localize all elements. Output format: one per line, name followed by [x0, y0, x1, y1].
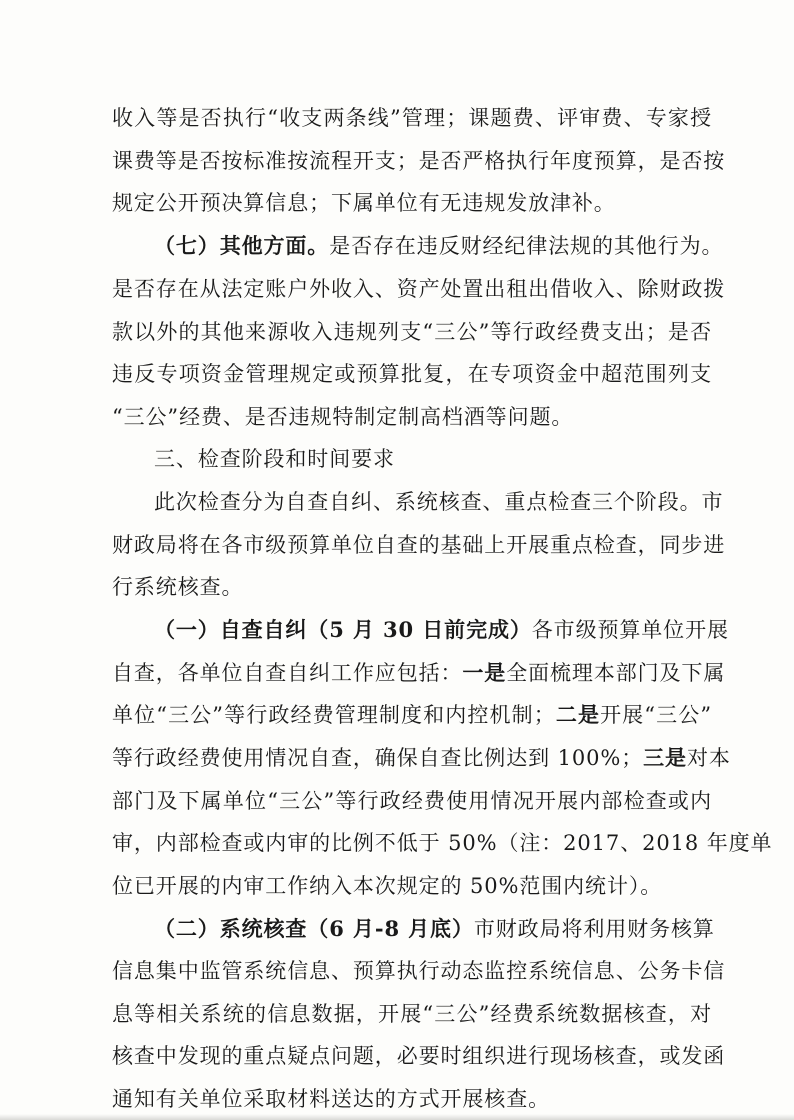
body-line: 审，内部检查或内审的比例不低于 50%（注：2017、2018 年度单: [112, 831, 773, 855]
section-heading: （七）其他方面。: [154, 233, 330, 258]
body-line: 此次检查分为自查自纠、系统核查、重点检查三个阶段。市: [154, 490, 724, 514]
chapter-heading: 三、检查阶段和时间要求: [154, 447, 395, 471]
section-heading-line: （七）其他方面。是否存在违反财经纪律法规的其他行为。: [154, 233, 724, 258]
body-line: 位已开展的内审工作纳入本次规定的 50%范围内统计）。: [112, 874, 663, 898]
body-line: 自查，各单位自查自纠工作应包括：一是全面梳理本部门及下属: [112, 660, 726, 685]
body-line: 单位“三公”等行政经费管理制度和内控机制；二是开展“三公”: [112, 702, 712, 727]
body-line: 核查中发现的重点疑点问题，必要时组织进行现场核查，或发函: [112, 1044, 726, 1068]
body-line: 等行政经费使用情况自查，确保自查比例达到 100%；三是对本: [112, 745, 731, 770]
body-line: 课费等是否按标准按流程开支；是否严格执行年度预算，是否按: [112, 149, 726, 173]
scan-edge: [0, 1114, 794, 1120]
body-line: 部门及下属单位“三公”等行政经费使用情况开展内部检查或内: [112, 789, 712, 813]
section-heading: （二）系统核查（6 月-8 月底）: [154, 916, 474, 941]
body-line: 息等相关系统的信息数据，开展“三公”经费系统数据核查，对: [112, 1002, 712, 1026]
section-heading-line: （一）自查自纠（5 月 30 日前完成）各市级预算单位开展: [154, 617, 729, 642]
body-line: 通知有关单位采取材料送达的方式开展核查。: [112, 1087, 550, 1111]
body-line: 财政局将在各市级预算单位自查的基础上开展重点检查，同步进: [112, 533, 726, 557]
body-line: 规定公开预决算信息；下属单位有无违规发放津补。: [112, 191, 616, 215]
body-line: 是否存在从法定账户外收入、资产处置出租出借收入、除财政拨: [112, 277, 726, 301]
body-line: 收入等是否执行“收支两条线”管理；课题费、评审费、专家授: [112, 106, 712, 130]
body-line: 行系统核查。: [112, 575, 244, 599]
body-line: 违反专项资金管理规定或预算批复，在专项资金中超范围列支: [112, 362, 712, 386]
body-line: 款以外的其他来源收入违规列支“三公”等行政经费支出；是否: [112, 320, 712, 344]
section-heading: （一）自查自纠（5 月 30 日前完成）: [154, 617, 532, 642]
section-heading-line: （二）系统核查（6 月-8 月底）市财政局将利用财务核算: [154, 916, 715, 941]
body-line: “三公”经费、是否违规特制定制高档酒等问题。: [112, 405, 574, 429]
body-line: 信息集中监管系统信息、预算执行动态监控系统信息、公务卡信: [112, 959, 726, 983]
